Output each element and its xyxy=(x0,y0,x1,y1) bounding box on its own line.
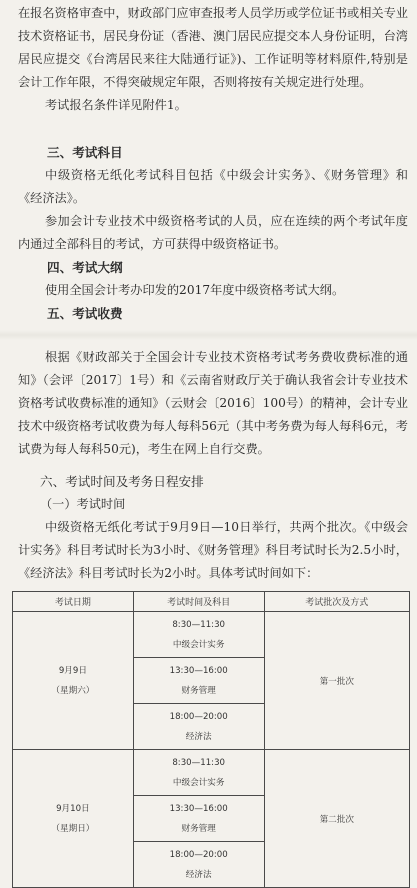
slot-subject: 财务管理 xyxy=(181,685,216,696)
slot-subject: 中级会计实务 xyxy=(172,639,225,650)
intro-paragraph: 在报名资格审查中，财政部门应审查报考人员学历或学位证书或相关专业技术资格证书，居民身份证（香港、澳门居民应提交本人身份证明，台湾居民应提交《台湾居民来往大陆通行证》)、工作证明等材料原件,特别是会计工作年限，不得突破规定年限，否则将按有关规定进行处理。 xyxy=(18,6,408,89)
slot-subject: 经济法 xyxy=(185,869,212,880)
slot-cell xyxy=(133,612,264,658)
slot-time: 13:30—16:00 xyxy=(169,665,228,676)
section-exam-subjects xyxy=(0,141,417,256)
intro-section xyxy=(0,2,417,117)
section-exam-syllabus xyxy=(0,256,417,325)
slot-time: 13:30—16:00 xyxy=(169,803,228,814)
paragraph: 中级资格无纸化考试于9月9日—10日举行，共两个批次。《中级会计实务》科目考试时长为3小时、《财务管理》科目考试时长为2.5小时，《经济法》科目考试时长为2小时。具体考试时间如下： xyxy=(18,520,408,580)
slot-time: 18:00—20:00 xyxy=(169,711,228,722)
paragraph: 使用全国会计考办印发的2017年度中级资格考试大纲。 xyxy=(45,283,345,297)
column-header: 考试日期 xyxy=(13,592,134,612)
weekday-text: （星期日） xyxy=(51,823,95,834)
batch-cell: 第一批次 xyxy=(264,612,409,750)
slot-subject: 经济法 xyxy=(185,731,212,742)
slot-time: 8:30—11:30 xyxy=(172,757,226,768)
slot-cell xyxy=(133,842,264,888)
slot-subject: 中级会计实务 xyxy=(172,777,225,788)
subsection-heading: （一）考试时间 xyxy=(40,497,126,511)
paragraph: 根据《财政部关于全国会计专业技术资格考试考务费收费标准的通知》（会评〔2017〕1号）和《云南省财政厅关于确认我省会计专业技术资格考试收费标准的通知》（云财会〔2016〕100号）的精神，会计专业技术中级资格考试收费为每人每科56元（其中考务费为每人每科6元，考试费为每人每科50元)，考生在网上自行交费。 xyxy=(18,350,408,456)
exam-schedule-table xyxy=(12,591,410,888)
table-header-row xyxy=(13,592,410,612)
slot-time: 18:00—20:00 xyxy=(169,849,228,860)
slot-cell xyxy=(133,750,264,796)
paragraph: 参加会计专业技术中级资格考试的人员，应在连续的两个考试年度内通过全部科目的考试，方可获得中级资格证书。 xyxy=(18,214,408,251)
slot-cell xyxy=(133,796,264,842)
intro-note: 考试报名条件详见附件1。 xyxy=(45,98,187,112)
column-header: 考试批次及方式 xyxy=(264,592,409,612)
date-text: 9月10日 xyxy=(56,803,90,814)
weekday-text: （星期六） xyxy=(51,685,95,696)
section-exam-fees xyxy=(0,346,417,461)
table-row xyxy=(13,612,410,658)
section-exam-schedule xyxy=(0,470,417,585)
section-heading: 三、考试科目 xyxy=(47,145,123,160)
column-header: 考试时间及科目 xyxy=(133,592,264,612)
date-text: 9月9日 xyxy=(58,665,87,676)
page-break-divider xyxy=(0,330,417,340)
section-heading: 六、考试时间及考务日程安排 xyxy=(40,474,204,489)
batch-cell: 第二批次 xyxy=(264,750,409,888)
slot-cell xyxy=(133,704,264,750)
date-cell xyxy=(13,612,134,750)
table-row xyxy=(13,750,410,796)
paragraph: 中级资格无纸化考试科目包括《中级会计实务》、《财务管理》和《经济法》。 xyxy=(18,168,408,205)
slot-time: 8:30—11:30 xyxy=(172,619,226,630)
date-cell xyxy=(13,750,134,888)
section-heading: 四、考试大纲 xyxy=(47,260,123,275)
slot-subject: 财务管理 xyxy=(181,823,216,834)
slot-cell xyxy=(133,658,264,704)
section-heading: 五、考试收费 xyxy=(47,306,123,321)
